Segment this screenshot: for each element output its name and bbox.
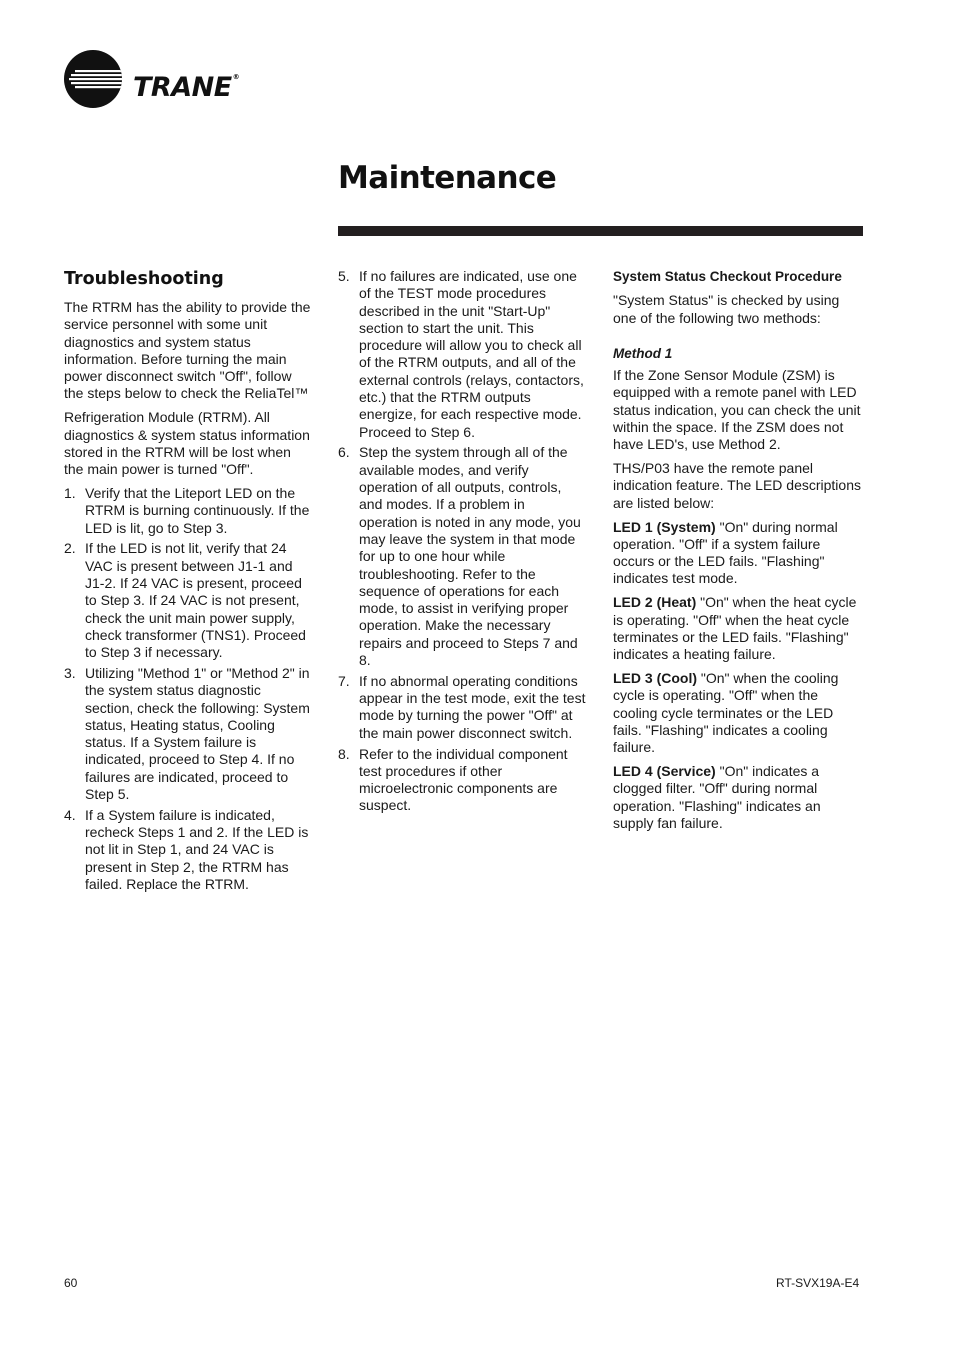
led-4-description — [613, 763, 861, 832]
led-1-label: LED 1 (System) — [613, 518, 716, 535]
document-id: RT-SVX19A-E4 — [776, 1276, 860, 1290]
page-number: 60 — [64, 1276, 78, 1290]
column-steps-continued — [338, 268, 586, 818]
step-number: 5. — [338, 268, 350, 284]
method-paragraph-1: If the Zone Sensor Module (ZSM) is equipped with a remote panel with LED status indication, you can check the unit within the space. If the ZSM does not have LED's, use Method 2. — [613, 367, 861, 453]
column-system-status — [613, 268, 861, 839]
list-item — [338, 746, 586, 815]
list-item — [338, 268, 586, 441]
trane-logo — [63, 49, 243, 109]
column-troubleshooting — [64, 268, 312, 897]
step-text: Refer to the individual component test procedures if other microelectronic components are suspect. — [359, 745, 568, 814]
led-4-label: LED 4 (Service) — [613, 762, 716, 779]
led-1-text: "On" during normal operation. "Off" if a system failure occurs or the LED fails. "Flashing" indicates test mode. — [613, 518, 838, 587]
step-text: Step the system through all of the available modes, and verify operation of all outputs, controls, and modes. If a problem in operation is noted in any mode, you may leave the system in that mode for up to one hour while troubleshooting. Refer to the sequence of operations for each mode, to assist in verifying proper operation. Make the necessary repairs and proceed to Steps 7 and 8. — [359, 444, 581, 669]
step-text: If the LED is not lit, verify that 24 VAC is present between J1-1 and J1-2. If 24 VAC is present, proceed to Step 3. If 24 VAC is not present, check the unit main power supply, check transformer (TNS1). Proceed to Step 3 if necessary. — [85, 540, 306, 661]
step-text: Utilizing "Method 1" or "Method 2" in the system status diagnostic section, check the following: System status, Heating status, Cooling status. If a System failure is indicated, proceed to Step 4. If no failures are indicated, proceed to Step 5. — [85, 664, 310, 803]
list-item — [338, 673, 586, 742]
led-2-text: "On" when the heat cycle is operating. "Off" when the heat cycle terminates or the LED fails. "Flashing" indicates a heating failure. — [613, 594, 857, 663]
step-text: If no failures are indicated, use one of the TEST mode procedures described in the unit "Start-Up" section to start the unit. This procedure will allow you to check all of the RTRM outputs, and all of the external controls (relays, contactors, etc.) that the RTRM outputs energize, for each respective mode. Proceed to Step 6. — [359, 268, 584, 440]
led-1-description — [613, 519, 861, 588]
led-2-label: LED 2 (Heat) — [613, 594, 697, 611]
method-heading: Method 1 — [613, 345, 673, 361]
led-3-description — [613, 670, 861, 756]
steps-list-2 — [338, 268, 586, 815]
led-3-text: "On" when the cooling cycle is operating. "Off" when the cooling cycle terminates or the LED fails. "Flashing" indicates a cooling failure. — [613, 669, 839, 756]
title-rule — [338, 226, 863, 236]
led-4-text: "On" indicates a clogged filter. "Off" during normal operation. "Flashing" indicates an supply fan failure. — [613, 762, 821, 831]
method-paragraph-2: THS/P03 have the remote panel indication feature. The LED descriptions are listed below: — [613, 460, 861, 511]
led-2-description — [613, 594, 861, 663]
led-3-label: LED 3 (Cool) — [613, 669, 697, 686]
step-number: 2. — [64, 540, 76, 557]
page-title: Maintenance — [338, 160, 557, 196]
step-number: 8. — [338, 745, 350, 762]
trane-logo-mark-icon — [63, 49, 123, 109]
list-item — [64, 540, 312, 661]
intro-paragraph-2: Refrigeration Module (RTRM). All diagnostics & system status information stored in the RTRM will be lost when the main power is turned "Off". — [64, 409, 310, 478]
list-item — [338, 444, 586, 669]
section-heading: Troubleshooting — [64, 269, 224, 289]
step-number: 1. — [64, 484, 76, 501]
step-number: 6. — [338, 444, 350, 461]
step-number: 7. — [338, 672, 350, 689]
step-text: If a System failure is indicated, recheck Steps 1 and 2. If the LED is not lit in Step 1, and 24 VAC is present in Step 2, the RTRM has failed. Replace the RTRM. — [85, 806, 309, 892]
trane-wordmark: TRANE® — [133, 72, 240, 103]
step-number: 3. — [64, 664, 76, 681]
intro-paragraph-1: The RTRM has the ability to provide the service personnel with some unit diagnostics and system status information. Before turning the main power disconnect switch "Off", follow the steps below to check the ReliaTel™ — [64, 299, 311, 402]
system-status-intro: "System Status" is checked by using one of the following two methods: — [613, 292, 840, 326]
subheading-system-status: System Status Checkout Procedure — [613, 269, 842, 284]
step-number: 4. — [64, 806, 76, 823]
list-item — [64, 485, 312, 537]
list-item — [64, 665, 312, 803]
step-text: If no abnormal operating conditions appear in the test mode, exit the test mode by turning the power "Off" at the main power disconnect switch. — [359, 672, 586, 741]
steps-list-1 — [64, 485, 312, 893]
step-text: Verify that the Liteport LED on the RTRM is burning continuously. If the LED is lit, go to Step 3. — [85, 484, 310, 536]
list-item — [64, 807, 312, 893]
